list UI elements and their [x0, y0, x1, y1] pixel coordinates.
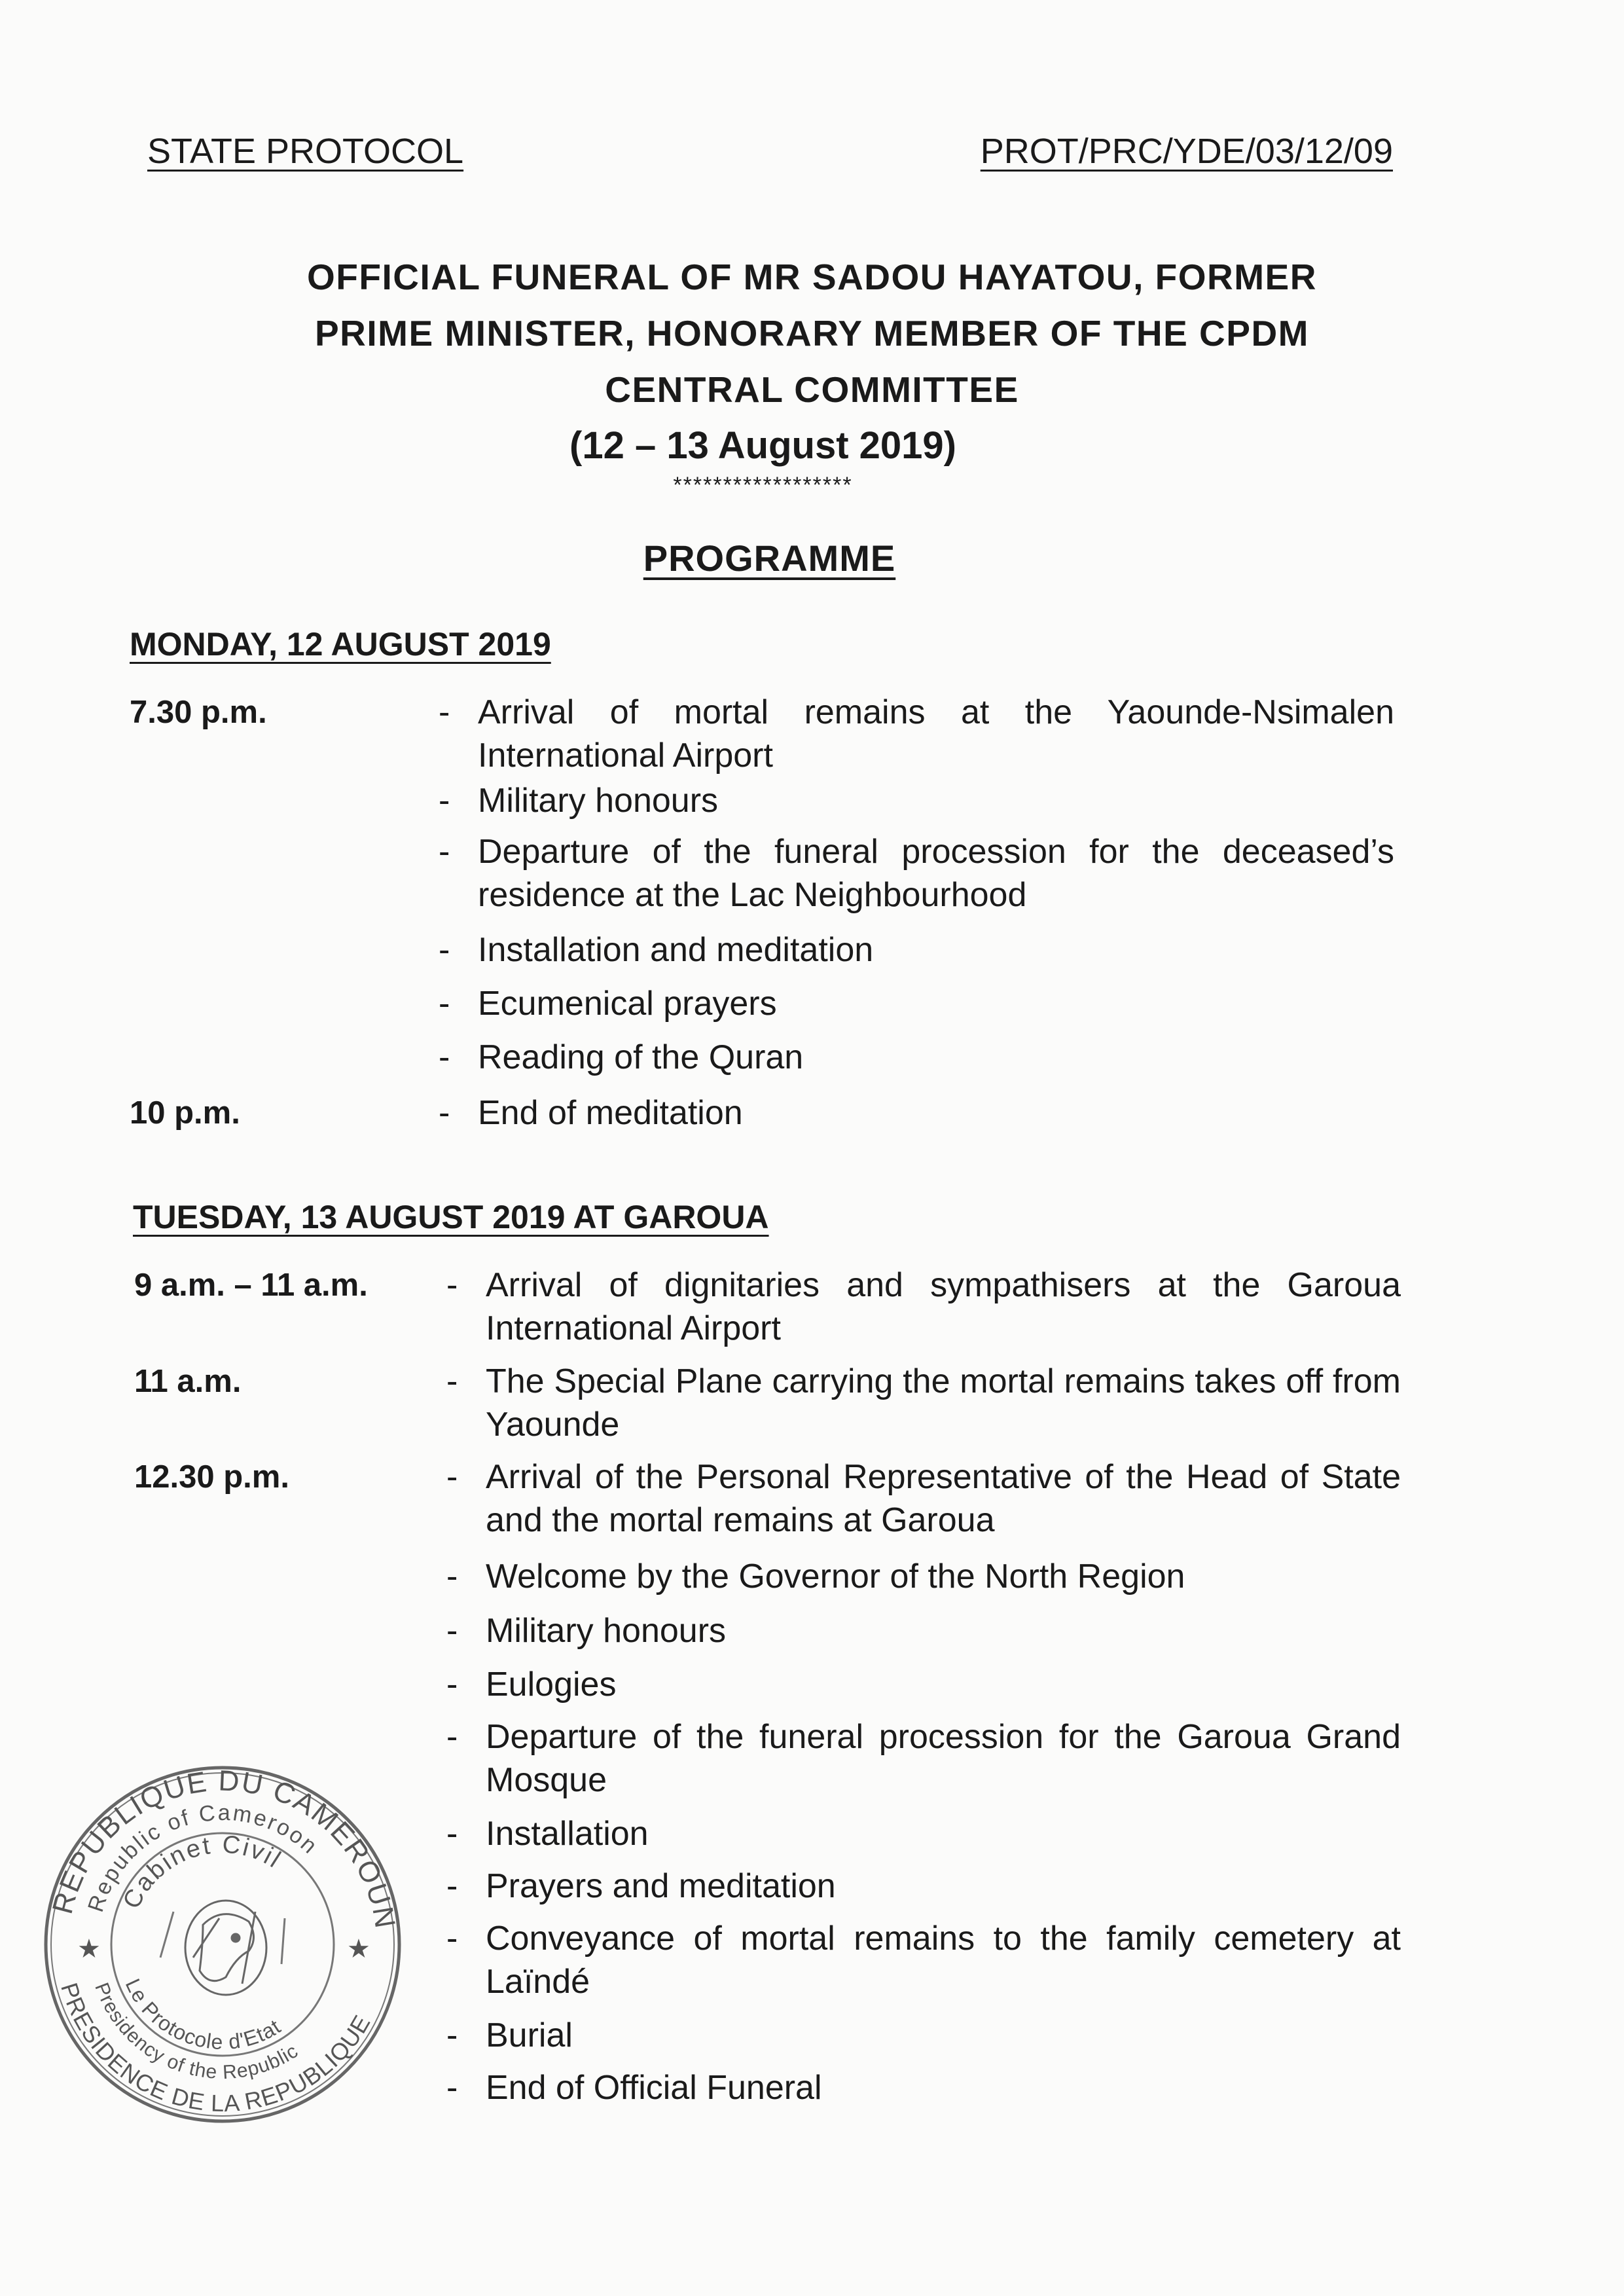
official-seal-stamp [39, 1761, 406, 2128]
entry-time: 10 p.m. [130, 1095, 240, 1131]
entry-dash: - [446, 2016, 458, 2054]
entry-time: 12.30 p.m. [134, 1459, 289, 1495]
seal-inner-bottom-text: Presidency of the Republic [90, 1980, 302, 2084]
seal-outer-top-text: REPUBLIQUE DU CAMEROUN [46, 1764, 402, 1932]
entry-dash: - [439, 833, 450, 871]
entry-dash: - [439, 782, 450, 820]
reference-number: PROT/PRC/YDE/03/12/09 [980, 132, 1393, 171]
entry-text: Conveyance of mortal remains to the family cemetery at Laïndé [486, 1920, 1401, 2001]
entry-text: Arrival of mortal remains at the Yaounde-Nsimalen International Airport [478, 693, 1394, 774]
state-protocol-label: STATE PROTOCOL [147, 132, 464, 171]
document-title [0, 249, 1624, 496]
entry-dash: - [446, 1558, 458, 1595]
entry-text: Military honours [478, 782, 719, 820]
schedule-entry [0, 1609, 1624, 1663]
entry-time: 9 a.m. – 11 a.m. [134, 1267, 368, 1303]
entry-time: 7.30 p.m. [130, 695, 267, 730]
entry-text: Installation [486, 1815, 649, 1853]
entry-dash: - [446, 1920, 458, 1958]
seal-protocol-text: Le Protocole d'Etat [120, 1975, 285, 2054]
schedule-monday [0, 691, 1624, 1144]
entry-dash: - [446, 1362, 458, 1400]
title-line-3: CENTRAL COMMITTEE [605, 369, 1019, 410]
entry-text: Burial [486, 2016, 573, 2054]
day-heading-monday: MONDAY, 12 AUGUST 2019 [130, 626, 551, 663]
title-separator: ****************** [673, 473, 853, 498]
programme-heading-text: PROGRAMME [643, 538, 896, 579]
seal-star-icon-left: ★ [77, 1935, 101, 1963]
entry-text: Prayers and meditation [486, 1867, 836, 1905]
schedule-entry [0, 1036, 1624, 1091]
seal-star-icon-right: ★ [347, 1935, 370, 1963]
schedule-entry [0, 830, 1624, 928]
schedule-entry [0, 691, 1624, 779]
programme-heading [0, 537, 1624, 579]
schedule-entry [0, 1663, 1624, 1715]
entry-text: Welcome by the Governor of the North Region [486, 1558, 1185, 1595]
schedule-entry [0, 1360, 1624, 1455]
entry-dash: - [446, 1458, 458, 1496]
entry-text: Installation and meditation [478, 931, 874, 969]
entry-dash: - [439, 985, 450, 1023]
entry-text: Departure of the funeral procession for the Garoua Grand Mosque [486, 1718, 1401, 1799]
seal-cabinet-text: Cabinet Civil [117, 1831, 287, 1914]
entry-text: Eulogies [486, 1666, 617, 1704]
entry-text: The Special Plane carrying the mortal remains takes off from Yaounde [486, 1362, 1401, 1444]
entry-dash: - [446, 2069, 458, 2107]
schedule-entry [0, 779, 1624, 830]
title-dates: (12 – 13 August 2019) [569, 424, 956, 467]
seal-graphic [39, 1761, 406, 2128]
day-heading-tuesday: TUESDAY, 13 AUGUST 2019 AT GAROUA [133, 1199, 769, 1235]
entry-text: End of Official Funeral [486, 2069, 822, 2107]
seal-mark-left [160, 1912, 173, 1958]
schedule-entry [0, 1455, 1624, 1555]
schedule-entry [0, 928, 1624, 982]
entry-text: Arrival of dignitaries and sympathisers at the Garoua International Airport [486, 1266, 1401, 1347]
entry-text: Ecumenical prayers [478, 985, 777, 1023]
entry-dash: - [446, 1612, 458, 1650]
entry-dash: - [446, 1266, 458, 1304]
entry-text: Military honours [486, 1612, 727, 1650]
schedule-entry [0, 1555, 1624, 1609]
entry-dash: - [446, 1867, 458, 1905]
schedule-entry [0, 982, 1624, 1036]
entry-dash: - [446, 1718, 458, 1756]
entry-text: Departure of the funeral procession for the deceased’s residence at the Lac Neighbourhood [478, 833, 1394, 914]
seal-mark-right [281, 1918, 285, 1964]
entry-dash: - [439, 931, 450, 969]
seal-emblem-icon [185, 1901, 266, 1995]
entry-text: End of meditation [478, 1094, 743, 1132]
entry-dash: - [439, 1094, 450, 1132]
entry-dash: - [446, 1815, 458, 1853]
entry-dash: - [439, 693, 450, 731]
schedule-entry [0, 1091, 1624, 1144]
entry-dash: - [439, 1038, 450, 1076]
schedule-entry [0, 1264, 1624, 1360]
title-line-1: OFFICIAL FUNERAL OF MR SADOU HAYATOU, FORMER [307, 257, 1317, 297]
seal-inner-top-text: Republic of Cameroon [83, 1800, 323, 1916]
seal-outer-bottom-text: PRESIDENCE DE LA REPUBLIQUE [56, 1979, 376, 2117]
entry-dash: - [446, 1666, 458, 1704]
entry-time: 11 a.m. [134, 1364, 242, 1399]
entry-text: Arrival of the Personal Representative of the Head of State and the mortal remains at Garoua [486, 1458, 1401, 1539]
entry-text: Reading of the Quran [478, 1038, 804, 1076]
title-line-2: PRIME MINISTER, HONORARY MEMBER OF THE CPDM [315, 313, 1309, 354]
